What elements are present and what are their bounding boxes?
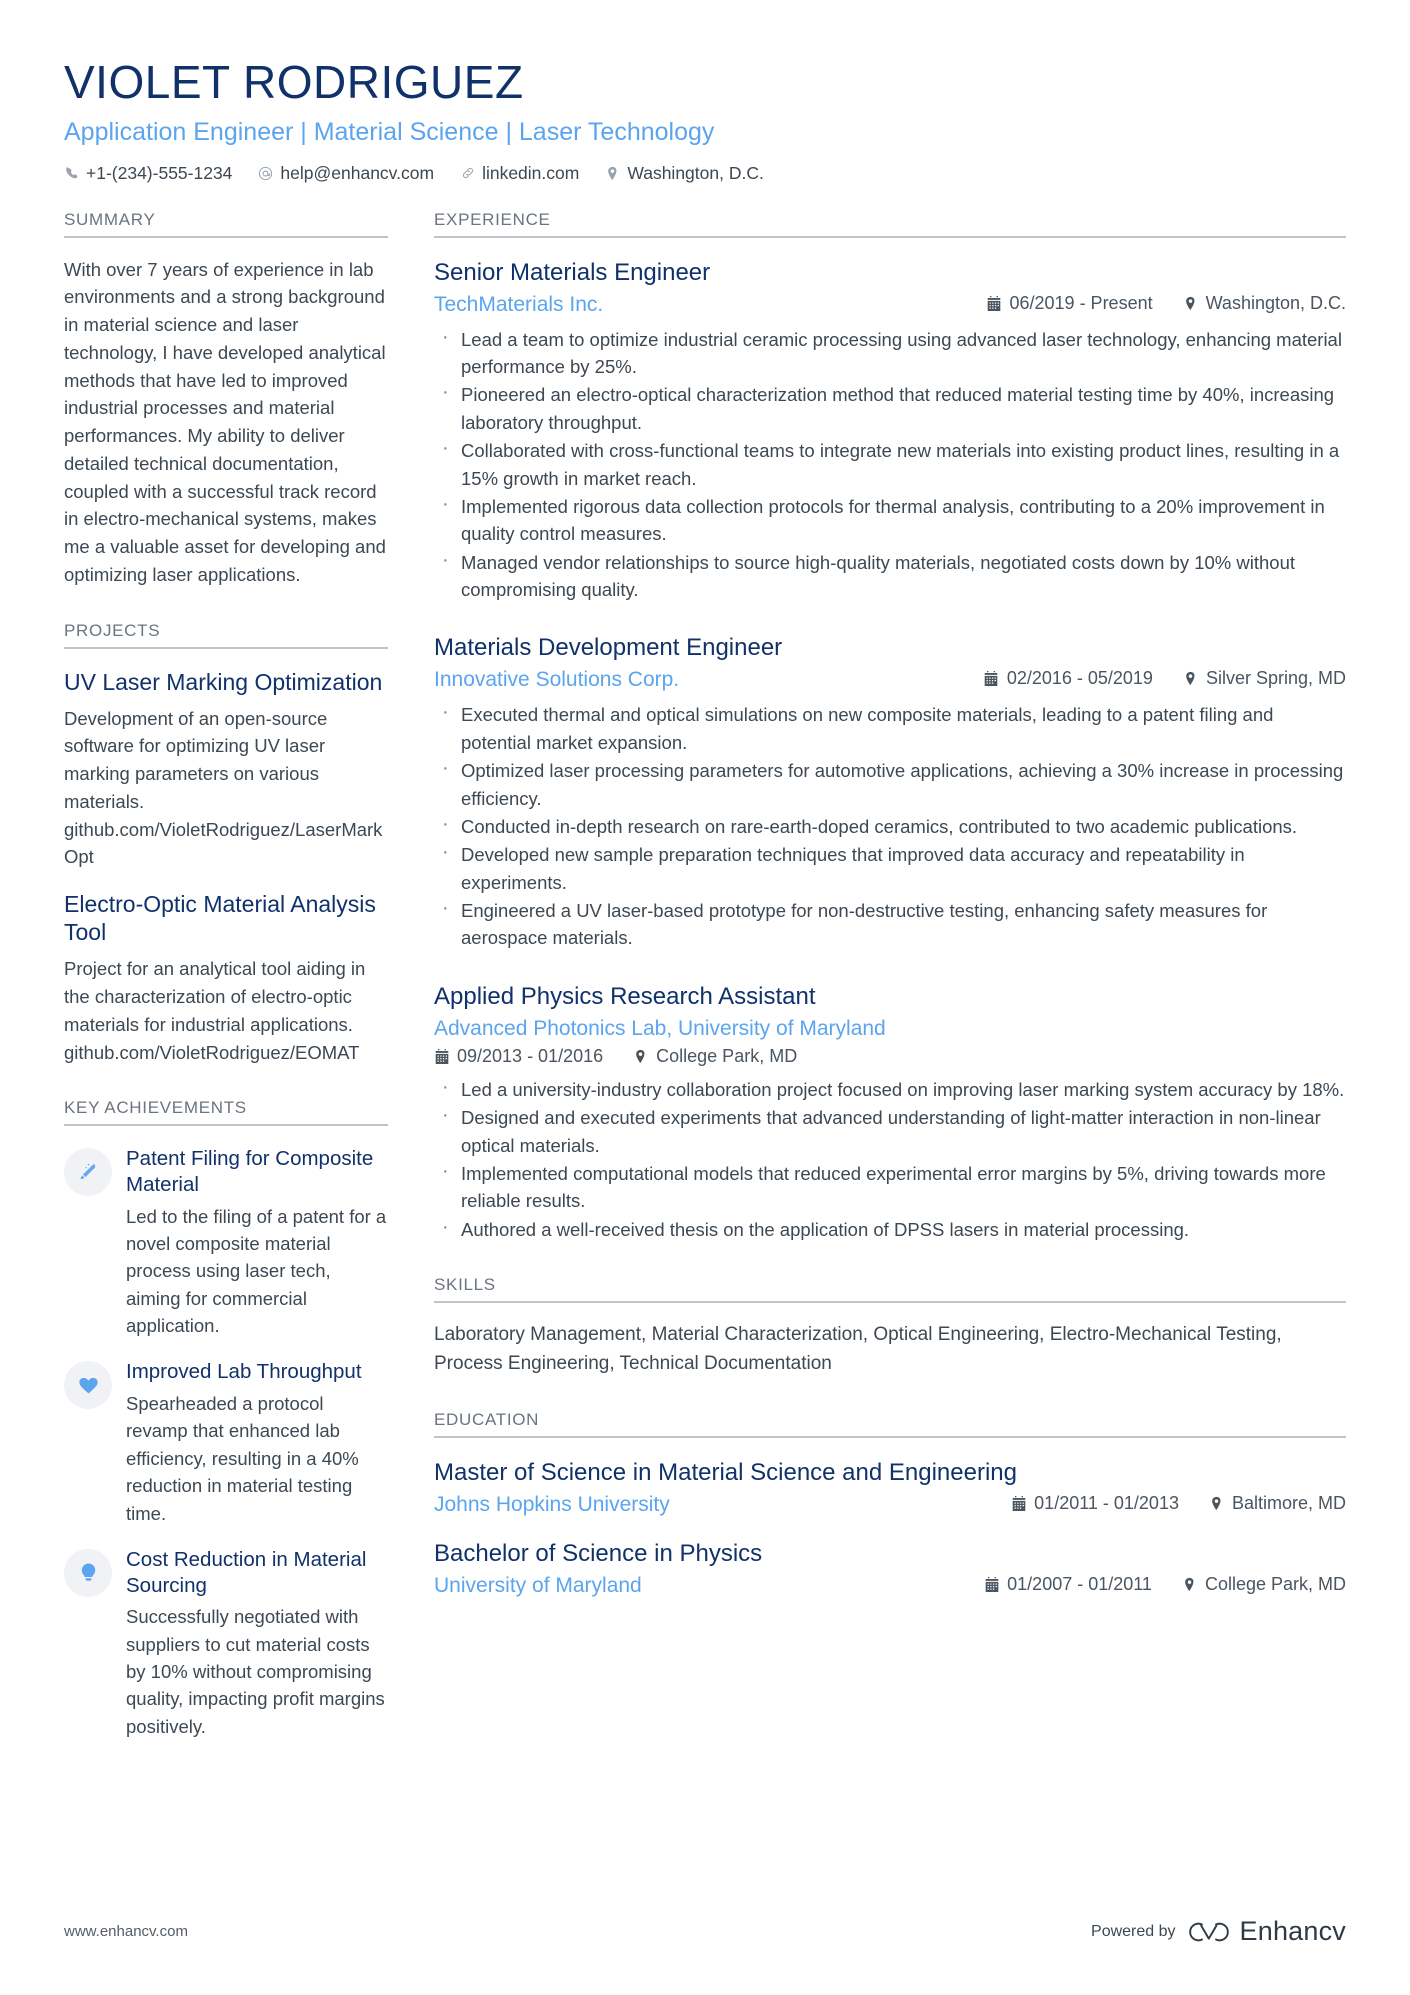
job-location — [633, 1046, 797, 1067]
experience-item — [434, 258, 1346, 604]
email-icon — [258, 166, 273, 181]
job-location-text: Washington, D.C. — [1205, 292, 1346, 313]
project-link[interactable]: github.com/VioletRodriguez/LaserMarkOpt — [64, 818, 383, 868]
job-location — [1183, 293, 1346, 314]
experience-item — [434, 982, 1346, 1243]
education-section-title: EDUCATION — [434, 1410, 540, 1430]
summary-section-title: SUMMARY — [64, 209, 156, 229]
education-degree: Bachelor of Science in Physics — [434, 1540, 763, 1568]
achievement-badge — [64, 1148, 112, 1196]
project-description: Project for an analytical tool aiding in the characterization of electro-optic materials for industrial applications. — [64, 958, 366, 1035]
job-meta-line — [434, 1017, 1346, 1041]
job-bullet: · Implemented computational models that reduced experimental error margins by 5%, driving towards more reliable results. — [434, 1160, 1346, 1215]
contact-email[interactable] — [258, 163, 434, 184]
achievement-badge — [64, 1549, 112, 1597]
contact-phone-text: +1-(234)-555-1234 — [86, 162, 233, 183]
candidate-headline: Application Engineer | Material Science | Laser Technology — [64, 117, 715, 146]
job-company: Advanced Photonics Lab, University of Maryland — [434, 1016, 886, 1040]
section-experience — [434, 210, 1346, 1243]
education-date-text: 01/2007 - 01/2011 — [1007, 1574, 1152, 1595]
job-bullet: · Conducted in-depth research on rare-earth-doped ceramics, contributed to two academic publications. — [434, 813, 1346, 840]
footer-branding — [1091, 1916, 1346, 1947]
job-date — [987, 293, 1153, 314]
contact-email-text: help@enhancv.com — [280, 162, 435, 183]
achievement-title: Improved Lab Throughput — [126, 1360, 362, 1384]
powered-by-label: Powered by — [1091, 1922, 1176, 1940]
enhancv-logo — [1188, 1916, 1346, 1947]
job-location-text: College Park, MD — [656, 1045, 798, 1066]
job-meta-line — [434, 668, 1346, 692]
education-date — [984, 1574, 1152, 1595]
education-school: University of Maryland — [434, 1574, 642, 1598]
job-bullet: · Lead a team to optimize industrial ceramic processing using advanced laser technology, enhancing material performance by 25%. — [434, 326, 1346, 381]
education-meta-group — [984, 1574, 1346, 1595]
skills-text: Laboratory Management, Material Characterization, Optical Engineering, Electro-Mechanical Testing, Process Engineering, Technical Documentation — [434, 1324, 1282, 1374]
resume-body — [64, 210, 1346, 1748]
calendar-icon — [987, 295, 1002, 311]
job-bullets — [434, 326, 1346, 604]
project-item — [64, 668, 388, 872]
phone-icon — [64, 166, 79, 181]
job-bullet: · Implemented rigorous data collection protocols for thermal analysis, contributing to a 20% improvement in quality control measures. — [434, 493, 1346, 548]
job-title: Materials Development Engineer — [434, 634, 783, 662]
section-education — [434, 1410, 1346, 1598]
achievements-divider — [64, 1124, 388, 1126]
calendar-icon — [984, 1577, 999, 1593]
education-location-text: Baltimore, MD — [1231, 1493, 1346, 1514]
job-date-text: 02/2016 - 05/2019 — [1006, 668, 1153, 689]
education-location-text: College Park, MD — [1204, 1574, 1346, 1595]
job-company: TechMaterials Inc. — [434, 292, 604, 316]
experience-section-title: EXPERIENCE — [434, 209, 551, 229]
job-title: Applied Physics Research Assistant — [434, 982, 816, 1010]
job-bullet: · Pioneered an electro-optical characterization method that reduced material testing time by 40%, increasing laboratory throughput. — [434, 381, 1346, 436]
job-meta-group — [984, 668, 1346, 689]
education-date-text: 01/2011 - 01/2013 — [1034, 1493, 1179, 1514]
location-pin-icon — [1183, 671, 1198, 687]
skills-divider — [434, 1301, 1346, 1303]
magic-wand-icon — [76, 1160, 100, 1184]
job-meta-group — [434, 1046, 1346, 1067]
job-title: Senior Materials Engineer — [434, 258, 711, 286]
job-bullet: · Engineered a UV laser-based prototype for non-destructive testing, enhancing safety measures for aerospace materials. — [434, 897, 1346, 952]
skills-section-title: SKILLS — [434, 1275, 496, 1295]
achievement-description: Successfully negotiated with suppliers to cut material costs by 10% without compromising quality, impacting profit margins positively. — [126, 1606, 385, 1737]
achievement-body — [126, 1547, 388, 1740]
projects-section-title: PROJECTS — [64, 620, 161, 640]
heart-icon — [77, 1374, 100, 1397]
job-date — [984, 668, 1153, 689]
achievement-item — [64, 1359, 388, 1527]
enhancv-wordmark: Enhancv — [1239, 1916, 1346, 1946]
enhancv-mark-icon — [1188, 1919, 1230, 1945]
calendar-icon — [1011, 1496, 1026, 1512]
experience-item — [434, 633, 1346, 951]
achievement-item — [64, 1547, 388, 1740]
calendar-icon — [434, 1048, 449, 1064]
location-pin-icon — [1183, 295, 1198, 311]
experience-divider — [434, 236, 1346, 238]
job-bullet: · Led a university-industry collaboration project focused on improving laser marking system accuracy by 18%. — [434, 1076, 1346, 1103]
achievement-description: Led to the filing of a patent for a novel composite material process using laser tech, aiming for commercial application. — [126, 1205, 387, 1337]
location-pin-icon — [633, 1048, 648, 1064]
footer-site-url[interactable]: www.enhancv.com — [64, 1923, 188, 1940]
resume-header — [64, 58, 1346, 184]
job-bullet: · Authored a well-received thesis on the application of DPSS lasers in material processing. — [434, 1216, 1346, 1243]
section-key-achievements — [64, 1098, 388, 1740]
job-bullet: · Optimized laser processing parameters for automotive applications, achieving a 30% increase in processing efficiency. — [434, 757, 1346, 812]
page-footer — [64, 1916, 1346, 1947]
achievement-title: Patent Filing for Composite Material — [126, 1147, 374, 1196]
project-title: UV Laser Marking Optimization — [64, 668, 383, 695]
project-item — [64, 890, 388, 1066]
summary-divider — [64, 236, 388, 238]
job-bullet: · Executed thermal and optical simulations on new composite materials, leading to a patent filing and potential market expansion. — [434, 701, 1346, 756]
job-bullet: · Managed vendor relationships to source high-quality materials, negotiated costs down by 10% without compromising quality. — [434, 549, 1346, 604]
left-column — [64, 210, 388, 1748]
education-divider — [434, 1436, 1346, 1438]
job-bullets — [434, 701, 1346, 951]
link-icon — [460, 166, 475, 181]
section-summary — [64, 210, 388, 589]
achievement-title: Cost Reduction in Material Sourcing — [126, 1547, 367, 1597]
contact-phone[interactable] — [64, 163, 232, 184]
project-title: Electro-Optic Material Analysis Tool — [64, 891, 376, 946]
right-column — [434, 210, 1346, 1606]
project-description: Development of an open-source software for optimizing UV laser marking parameters on various materials. — [64, 707, 328, 812]
contact-linkedin[interactable] — [460, 163, 579, 184]
lightbulb-icon — [77, 1561, 100, 1584]
education-location — [1182, 1574, 1346, 1595]
contact-row — [64, 163, 1346, 184]
section-projects — [64, 621, 388, 1067]
job-meta-line — [434, 293, 1346, 317]
education-date — [1011, 1493, 1179, 1514]
education-school: Johns Hopkins University — [434, 1493, 670, 1517]
education-item — [434, 1539, 1346, 1598]
job-date-text: 09/2013 - 01/2016 — [457, 1045, 604, 1066]
job-bullet: · Collaborated with cross-functional teams to integrate new materials into existing product lines, resulting in a 15% growth in market reach. — [434, 437, 1346, 492]
education-location — [1209, 1493, 1346, 1514]
candidate-name: VIOLET RODRIGUEZ — [64, 56, 524, 108]
job-meta-group — [987, 293, 1347, 314]
job-bullet: · Designed and executed experiments that advanced understanding of light-matter interaction in non-linear optical materials. — [434, 1104, 1346, 1159]
project-link[interactable]: github.com/VioletRodriguez/EOMAT — [64, 1041, 360, 1063]
projects-divider — [64, 647, 388, 649]
job-date-text: 06/2019 - Present — [1009, 292, 1153, 313]
achievement-description: Spearheaded a protocol revamp that enhanced lab efficiency, resulting in a 40% reduction in material testing time. — [126, 1393, 359, 1524]
achievement-body — [126, 1359, 388, 1527]
job-bullets — [434, 1076, 1346, 1243]
education-meta-line — [434, 1493, 1346, 1517]
job-bullet: · Developed new sample preparation techniques that improved data accuracy and repeatability in experiments. — [434, 841, 1346, 896]
contact-linkedin-text: linkedin.com — [482, 162, 580, 183]
location-pin-icon — [1182, 1577, 1197, 1593]
job-date — [434, 1046, 603, 1067]
contact-location-text: Washington, D.C. — [627, 162, 764, 183]
job-location — [1183, 668, 1346, 689]
section-skills — [434, 1275, 1346, 1378]
achievements-section-title: KEY ACHIEVEMENTS — [64, 1098, 247, 1118]
education-item — [434, 1458, 1346, 1517]
achievement-badge — [64, 1361, 112, 1409]
calendar-icon — [984, 671, 999, 687]
location-pin-icon — [1209, 1496, 1224, 1512]
contact-location — [605, 163, 764, 184]
location-pin-icon — [605, 166, 620, 181]
summary-text: With over 7 years of experience in lab environments and a strong background in material science and laser technology, I have developed analytical methods that have led to improved industrial processes and material performances. My ability to deliver detailed technical documentation, coupled with a successful track record in electro-mechanical systems, makes me a valuable asset for developing and optimizing laser applications. — [64, 258, 386, 585]
achievement-body — [126, 1146, 388, 1339]
job-location-text: Silver Spring, MD — [1205, 668, 1346, 689]
education-degree: Master of Science in Material Science and Engineering — [434, 1459, 1017, 1487]
education-meta-group — [1011, 1493, 1346, 1514]
job-company: Innovative Solutions Corp. — [434, 668, 680, 692]
achievement-item — [64, 1146, 388, 1339]
education-meta-line — [434, 1574, 1346, 1598]
